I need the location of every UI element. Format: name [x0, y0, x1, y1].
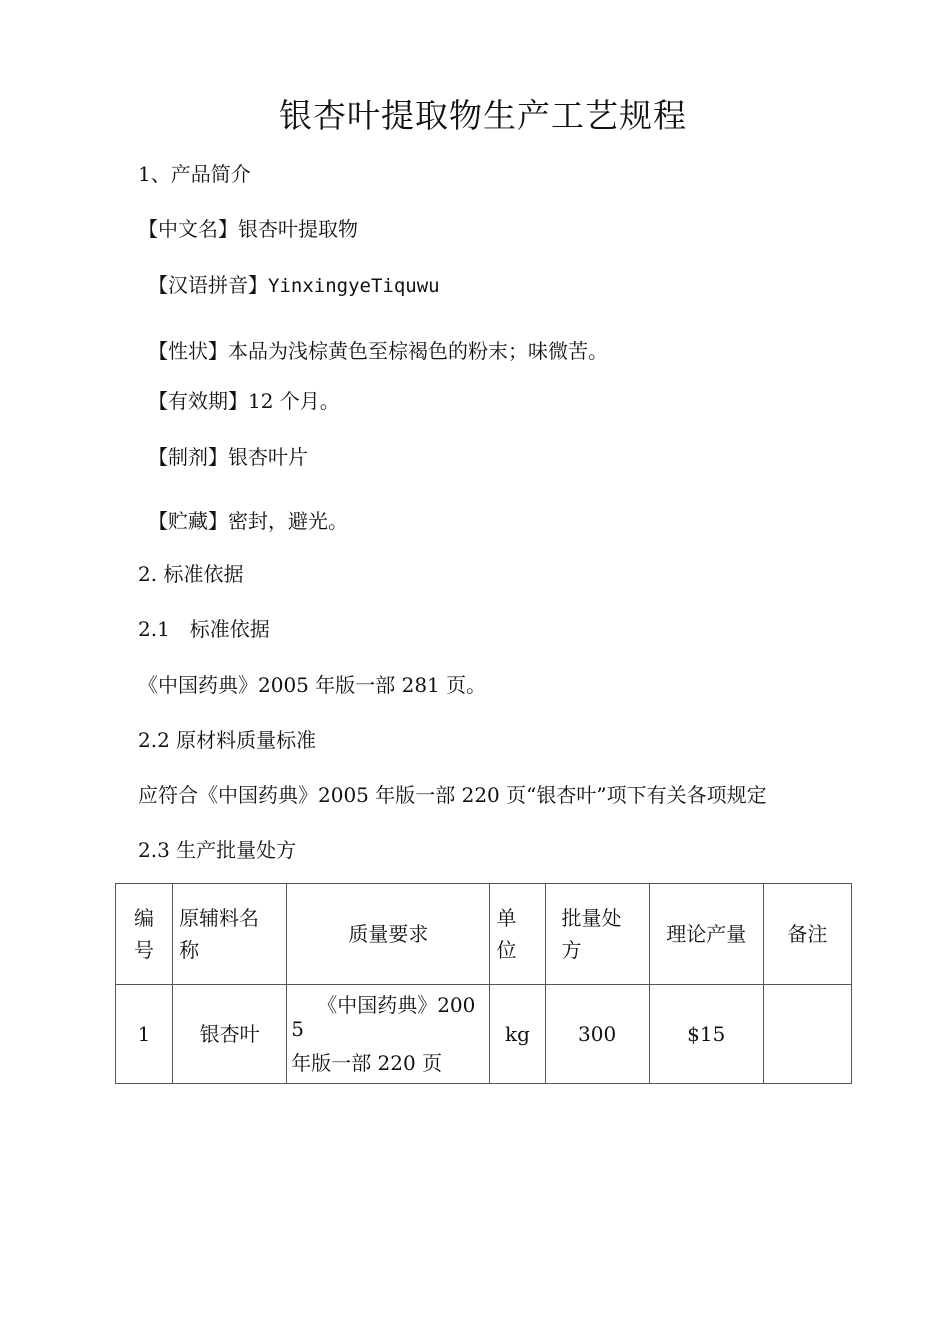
chinese-name-line	[138, 216, 358, 242]
header-material: 原辅料名 称	[173, 884, 287, 985]
batch-formula-table	[115, 883, 852, 1084]
header-quality: 质量要求	[287, 884, 490, 985]
cell-remark	[763, 985, 851, 1084]
header-batch: 批量处 方	[545, 884, 649, 985]
header-unit: 单 位	[490, 884, 545, 985]
preparation-label: 【制剂】	[148, 445, 228, 469]
header-remark: 备注	[763, 884, 851, 985]
section-2-1-text: 《中国药典》2005 年版一部 281 页。	[138, 673, 487, 697]
chinese-name-value: 银杏叶提取物	[238, 217, 358, 241]
section-2-3-heading: 2.3 生产批量处方	[138, 838, 297, 862]
section-2-2-text: 应符合《中国药典》2005 年版一部 220 页“银杏叶”项下有关各项规定	[138, 783, 767, 807]
storage-line	[148, 508, 348, 534]
preparation-value: 银杏叶片	[228, 445, 308, 469]
header-yield: 理论产量	[649, 884, 763, 985]
appearance-value: 本品为浅棕黄色至棕褐色的粉末；味微苦。	[228, 339, 608, 363]
document-title: 银杏叶提取物生产工艺规程	[279, 96, 687, 135]
storage-label: 【贮藏】	[148, 509, 228, 533]
pinyin-value: YinxingyeTiquwu	[268, 275, 440, 297]
validity-line	[148, 388, 340, 414]
section-2-2-heading: 2.2 原材料质量标准	[138, 728, 317, 752]
pinyin-line	[148, 272, 440, 299]
table-row	[116, 985, 852, 1084]
preparation-line	[148, 444, 308, 470]
appearance-line	[148, 338, 608, 364]
cell-batch: 300	[545, 985, 649, 1084]
cell-quality: 《中国药典》200 5 年版一部 220 页	[287, 985, 490, 1084]
validity-label: 【有效期】	[148, 389, 248, 413]
chinese-name-label: 【中文名】	[138, 217, 238, 241]
cell-no: 1	[116, 985, 173, 1084]
appearance-label: 【性状】	[148, 339, 228, 363]
table-header-row	[116, 884, 852, 985]
section-1-heading: 1、产品简介	[138, 162, 251, 186]
cell-yield: $15	[649, 985, 763, 1084]
cell-unit: kg	[490, 985, 545, 1084]
validity-value: 12 个月。	[248, 389, 340, 413]
storage-value: 密封，避光。	[228, 509, 348, 533]
cell-material: 银杏叶	[173, 985, 287, 1084]
section-2-1-heading: 2.1 标准依据	[138, 617, 270, 641]
pinyin-label: 【汉语拼音】	[148, 273, 268, 297]
header-no: 编 号	[116, 884, 173, 985]
section-2-heading: 2. 标准依据	[138, 562, 244, 586]
